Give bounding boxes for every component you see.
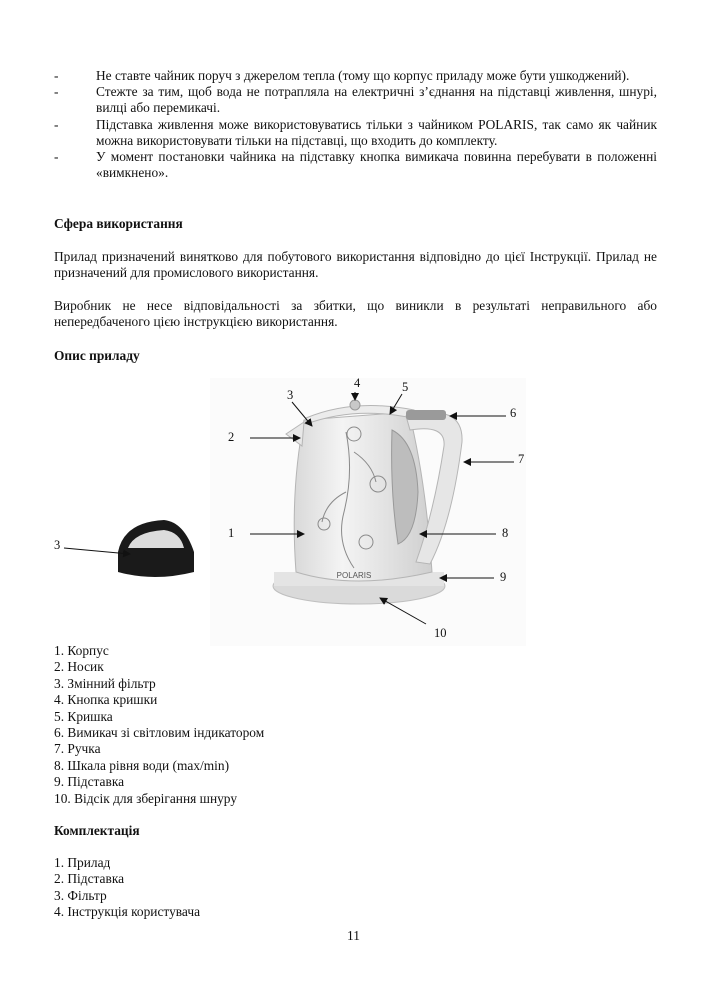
bullet-marker: - — [54, 84, 59, 100]
warning-text: У момент постановки чайника на підставку кнопка вимикача повинна перебувати в положенні «вимкнено». — [96, 149, 657, 181]
contents-heading: Комплектація — [54, 823, 140, 838]
filter-inset-shape — [118, 520, 194, 577]
list-item: 6. Вимикач зі світловим індикатором — [54, 725, 265, 741]
list-item: 2. Підставка — [54, 871, 125, 887]
callout-2: 2 — [228, 430, 235, 444]
description-heading: Опис приладу — [54, 348, 140, 363]
list-item: 1. Корпус — [54, 643, 109, 658]
callout-10: 10 — [434, 626, 447, 640]
list-item: 3. Фільтр — [54, 887, 107, 903]
bullet-marker: - — [54, 68, 59, 83]
list-item: 4. Інструкція користувача — [54, 904, 201, 920]
callout-8: 8 — [502, 526, 509, 540]
warnings-list — [54, 68, 657, 181]
kettle-diagram — [54, 372, 574, 652]
callout-6: 6 — [510, 406, 517, 420]
brand-label: POLARIS — [336, 571, 372, 580]
usage-paragraph-2: Виробник не несе відповідальності за збитки, що виникли в результаті неправильного або непередбаченого цією інструкцією використання. — [54, 298, 657, 330]
warning-item — [54, 117, 657, 149]
callout-5: 5 — [402, 380, 409, 394]
usage-heading: Сфера використання — [54, 216, 183, 231]
usage-paragraph-1: Прилад призначений винятково для побутового використання відповідно до цієї Інструкції. Прилад не призначений для промислового використання. — [54, 249, 657, 281]
list-item: 3. Змінний фільтр — [54, 675, 156, 691]
parts-list — [54, 643, 264, 807]
list-item: 8. Шкала рівня води (max/min) — [54, 757, 230, 773]
list-item: 2. Носик — [54, 659, 104, 675]
kettle-illustration — [54, 372, 574, 652]
warning-text: Не ставте чайник поруч з джерелом тепла (тому що корпус приладу може бути ушкоджений). — [96, 68, 630, 83]
warning-item — [54, 84, 657, 116]
list-item: 10. Відсік для зберігання шнуру — [54, 790, 238, 806]
callout-3: 3 — [287, 388, 294, 402]
callout-1: 1 — [228, 526, 235, 540]
warning-item — [54, 68, 657, 84]
contents-list — [54, 855, 200, 921]
list-item: 7. Ручка — [54, 741, 101, 757]
lid-button-shape — [350, 400, 360, 410]
list-item: 9. Підставка — [54, 774, 125, 790]
bullet-marker: - — [54, 149, 59, 165]
list-item: 4. Кнопка кришки — [54, 692, 158, 708]
callout-4: 4 — [354, 376, 361, 390]
callout-7: 7 — [518, 452, 525, 466]
switch-shape — [406, 410, 446, 420]
callout-9: 9 — [500, 570, 507, 584]
warning-text: Підставка живлення може використовуватись тільки з чайником POLARIS, так само як чайник можна використовувати тільки на підставці, що входить до комплекту. — [96, 116, 657, 148]
page-number: 11 — [347, 928, 360, 943]
bullet-marker: - — [54, 116, 59, 132]
callout-3-inset: 3 — [54, 538, 61, 552]
warning-text: Стежте за тим, щоб вода не потрапляла на електричні з’єднання на підставці живлення, шнурі, вилці або перемикачі. — [96, 84, 657, 116]
list-item: 5. Кришка — [54, 708, 113, 724]
warning-item — [54, 149, 657, 181]
list-item: 1. Прилад — [54, 855, 111, 870]
